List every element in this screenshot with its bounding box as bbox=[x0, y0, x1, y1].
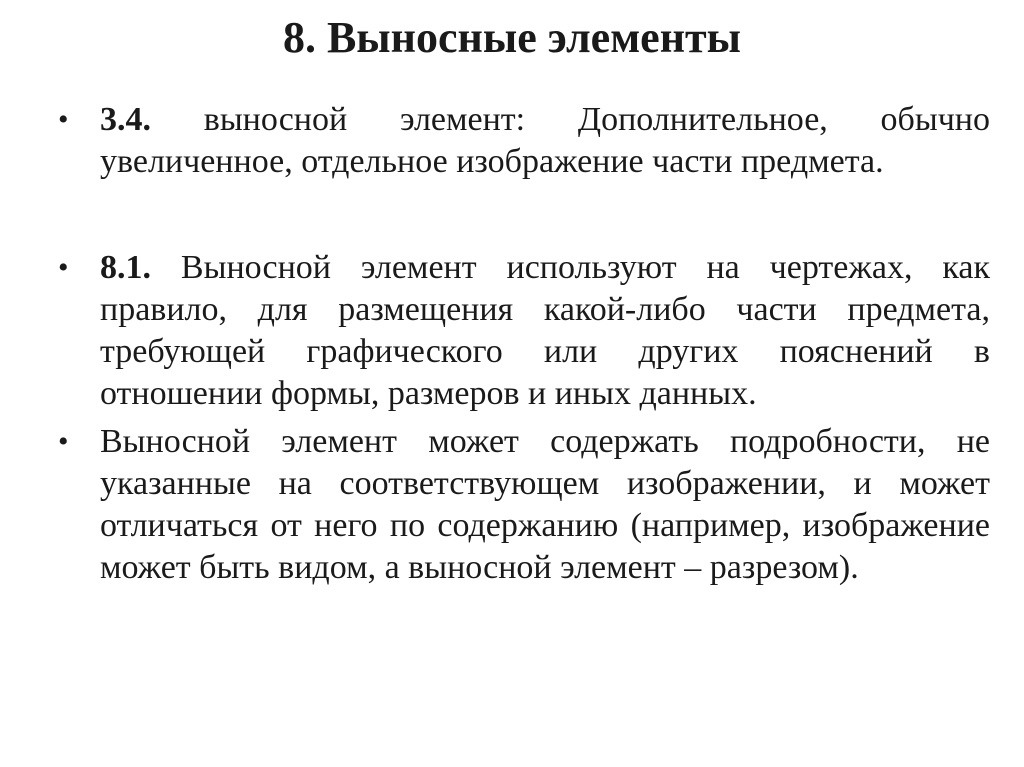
bullet-list bbox=[50, 99, 990, 589]
bullet-number: 8.1. bbox=[100, 249, 151, 286]
bullet-text: Выносной элемент используют на чертежах, как правило, для размещения какой-либо части предмета, требующей графического или других пояснений в отношении формы, размеров и иных данных. bbox=[100, 249, 990, 412]
bullet-marker-icon: • bbox=[58, 251, 69, 284]
bullet-marker-icon: • bbox=[58, 103, 69, 136]
bullet-text: выносной элемент: Дополнительное, обычно увеличенное, отдельное изображение части предмета. bbox=[100, 101, 990, 180]
bullet-marker-icon: • bbox=[58, 425, 69, 458]
bullet-item bbox=[50, 99, 990, 183]
bullet-text: Выносной элемент может содержать подробности, не указанные на соответствующем изображении, и может отличаться от него по содержанию (например, изображение может быть видом, а выносной элемент – разрезом). bbox=[100, 423, 990, 586]
bullet-number: 3.4. bbox=[100, 101, 151, 138]
bullet-item bbox=[50, 247, 990, 415]
slide-title: 8. Выносные элементы bbox=[282, 13, 742, 62]
bullet-item bbox=[50, 421, 990, 589]
